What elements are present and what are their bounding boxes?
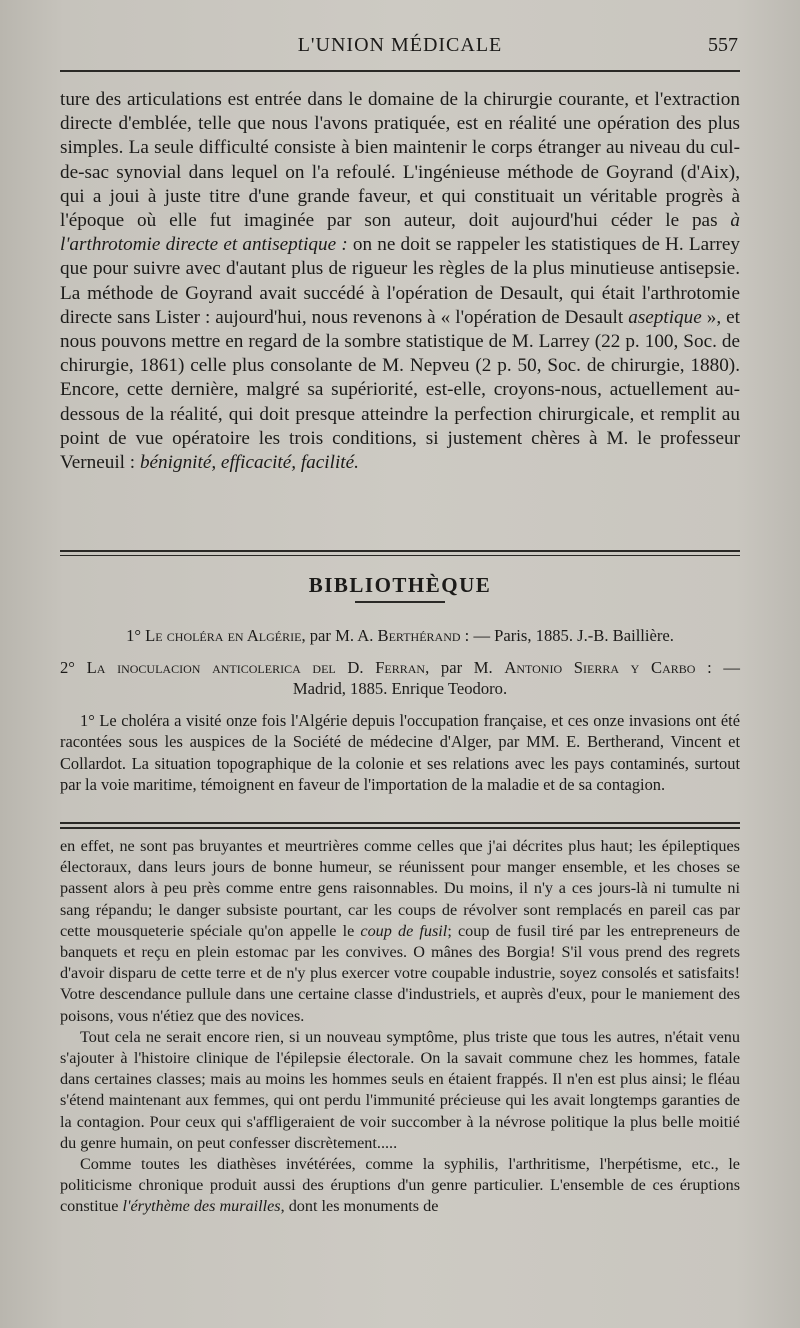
article-italic-run: bénignité, efficacité, facilité. <box>139 452 359 474</box>
review-paragraph: 1° Le choléra a visité onze fois l'Algérie depuis l'occupation française, et ces onze invasions ont été racontées sous les auspices de la Société de médecine d'Alger, par MM. E. Bertherand, Vincent et Collardot. La situation topographique de la colonie et ses relations avec les pays contaminés, surtout par la voie maritime, témoignent en faveur de l'importation de la maladie et de sa contagion. <box>60 711 740 795</box>
article-italic-run: aseptique <box>628 306 702 328</box>
entry-text: : — <box>695 658 740 677</box>
running-title: L'UNION MÉDICALE <box>297 34 503 56</box>
feuilleton-text-run: en effet, ne sont pas bruyantes et meurtrières comme celles que j'ai décrites plus haut; les épileptiques électoraux, dans leurs jours de bonne humeur, se réunissent pour manger ensemble, et les choses se passent alors à peu près comme entre gens raisonnables. Du moins, il n'y a ces jours-là ni tumulte ni sang répandu; le danger subsiste pourtant, car les coups de révolver sont remplacés en pareil cas par cette mousqueterie spéciale qu'on appelle le <box>60 837 740 940</box>
feuilleton-paragraph: Tout cela ne serait encore rien, si un nouveau symptôme, plus triste que tous les autres, n'était venu s'ajouter à l'histoire clinique de l'épilepsie électorale. On la savait commune chez les hommes, fatale dans certaines classes; mais au moins les hommes seuls en étaient frappés. Il n'en est plus ainsi; le fléau s'étend maintenant aux femmes, qui ont perdu l'immunité précieuse qui les avait longtemps garanties de la contagion. Pour ceux qui s'affligeraient de voir succomber à la névrose politique la plus belle moitié du genre humain, on peut confesser discrètement..... <box>60 1027 740 1152</box>
feuilleton-divider-2 <box>60 827 740 829</box>
feuilleton-text-run: , dont les monuments de <box>280 1197 439 1216</box>
feuilleton-paragraph <box>60 836 740 1027</box>
bibliography-review <box>60 710 740 796</box>
section-title: BIBLIOTHÈQUE <box>308 573 492 597</box>
feuilleton-text <box>60 836 740 1218</box>
feuilleton-paragraph <box>60 1154 740 1218</box>
entry-author: Antonio Sierra y Carbo <box>504 658 696 677</box>
section-title-underline <box>355 601 445 603</box>
entry-title: Le choléra en Algérie, <box>145 626 306 645</box>
entry-text: par M. A. <box>305 626 378 645</box>
header-rule <box>60 70 740 72</box>
bibliography-entry-1 <box>60 625 740 646</box>
article-text-run: on ne doit se rappeler les statistiques de H. Larrey que pour suivre avec d'autant plus de rigueur les règles de la plus minutieuse antisepsie. La méthode de Goyrand avait succédé à l'opération de Desault, qui était l'arthrotomie directe sans Lister : aujourd'hui, nous revenons à « l'opération de Desault <box>60 234 740 328</box>
page-number: 557 <box>708 34 738 56</box>
entry-author: Berthérand <box>377 626 461 645</box>
article-text-run: ture des articulations est entrée dans le domaine de la chirurgie courante, et l'extraction directe d'emblée, telle que nous l'avons pratiquée, est en réalité une opération des plus simples. La seule difficulté consiste à bien maintenir le corps étranger au niveau du cul-de-sac synovial dans lequel on l'a refoulé. L'ingénieuse méthode de Goyrand (d'Aix), qui a joui à juste titre d'une grande faveur, et qui constituait un véritable progrès à l'époque où elle fut imaginée par son auteur, doit aujourd'hui céder le pas <box>60 89 740 232</box>
article-paragraph <box>60 88 740 475</box>
section-divider-top-2 <box>60 555 740 556</box>
article-text-run: », et nous pouvons mettre en regard de la sombre statistique de M. Larrey (22 p. 100, Soc. de chirurgie, 1861) celle plus consolante de M. Nepveu (2 p. 50, Soc. de chirurgie, 1880). Encore, cette dernière, malgré sa supériorité, est-elle, croyons-nous, actuellement au-dessous de la réalité, qui doit presque atteindre la perfection chirurgicale, et remplit au point de vue opératoire les trois conditions, si justement chères à M. le professeur Verneuil : <box>60 306 740 474</box>
feuilleton-italic-run: l'érythème des murailles <box>122 1197 281 1216</box>
entry-number: 1° <box>126 626 141 645</box>
feuilleton-italic-run: coup de fusil <box>360 921 448 940</box>
section-divider-top-1 <box>60 550 740 552</box>
article-italic-run: à l'arthrotomie directe et antiseptique : <box>60 210 740 256</box>
entry-publisher: Madrid, 1885. Enrique Teodoro. <box>292 679 508 698</box>
feuilleton-text-run: Comme toutes les diathèses invétérées, comme la syphilis, l'arthritisme, l'herpétisme, etc., le politicisme chronique produit aussi des éruptions d'un genre particulier. L'ensemble de ces éruptions constitue <box>60 1155 740 1216</box>
entry-number: 2° <box>60 658 75 677</box>
entry-title: La inoculacion anticolerica del D. Ferran, <box>86 658 430 677</box>
bibliography-entry-2 <box>60 657 740 699</box>
page-header <box>60 30 740 66</box>
entry-text: par M. <box>429 658 505 677</box>
feuilleton-text-run: ; coup de fusil tiré par les entrepreneurs de banquets et reçu en plein estomac par les convives. O mânes des Borgia! S'il vous prend des regrets d'avoir disparu de cette terre et de n'y plus exercer votre coupable industrie, soyez consolés et satisfaits! Votre descendance pullule dans une certaine classe d'industriels, et auprès d'eux, pour le maniement des poisons, vous n'étiez que des novices. <box>60 921 740 1025</box>
entry-publisher: : — Paris, 1885. J.-B. Baillière. <box>460 626 674 645</box>
feuilleton-divider-1 <box>60 822 740 824</box>
article-text <box>60 88 740 475</box>
